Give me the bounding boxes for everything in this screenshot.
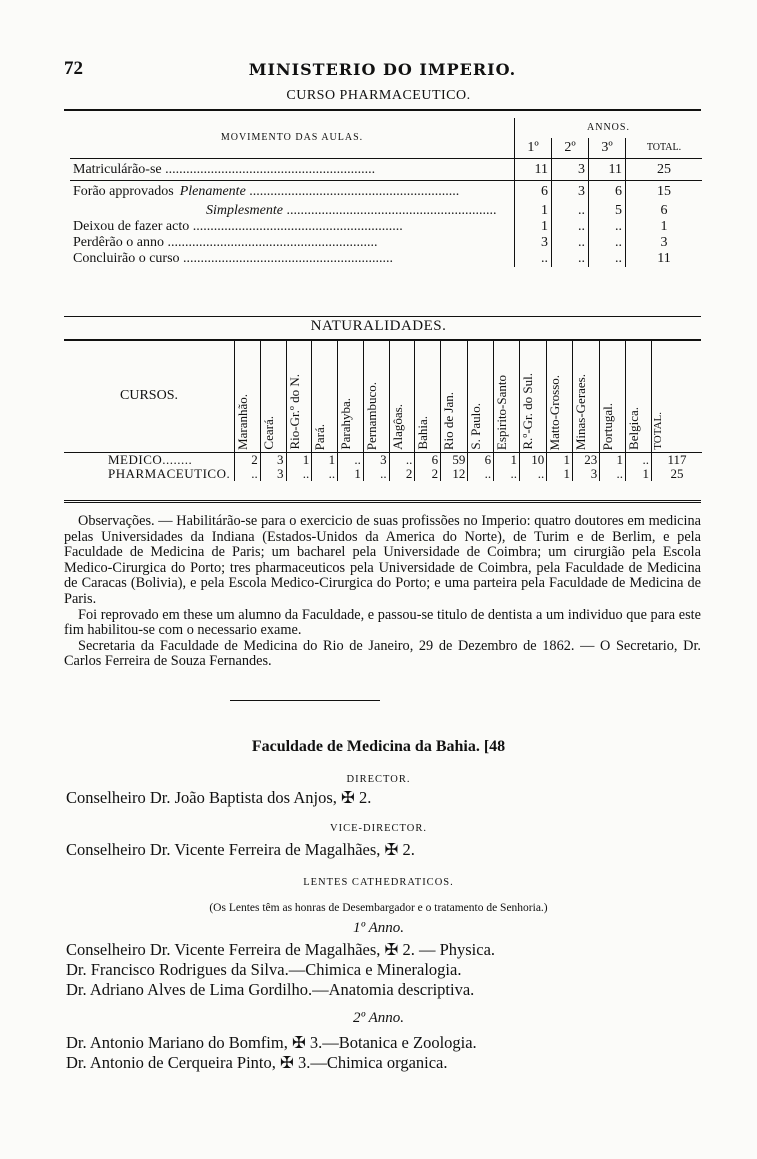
column-header-cell — [235, 340, 261, 453]
table-row — [64, 453, 702, 468]
column-header-cell — [363, 340, 389, 453]
cell-value: .. — [589, 219, 626, 235]
cell-value: 3 — [260, 453, 286, 468]
table-heading: MOVIMENTO DAS AULAS. — [220, 132, 364, 143]
cell-value: 6 — [589, 181, 626, 203]
cell-value: 3 — [626, 235, 703, 251]
cell-value: 3 — [260, 467, 286, 481]
cell-value: .. — [552, 235, 589, 251]
observation-paragraph: Secretaria da Faculdade de Medicina do Rio de Janeiro, 29 de Dezembro de 1862. — O Secretario, Dr. Carlos Ferreira de Souza Fernandes. — [64, 637, 701, 670]
cell-value: .. — [363, 467, 389, 481]
group-heading: ANNOS. — [515, 118, 703, 138]
cell-value: 2 — [235, 453, 261, 468]
row-label-text: Concluirão o curso — [73, 250, 180, 266]
row-label: MEDICO........ — [108, 452, 193, 467]
observation-paragraph: Foi reprovado em these um alumno da Faculdade, e passou-se titulo de dentista a um individuo que para este fim habilitou-se com o necessario exame. — [64, 606, 701, 639]
cell-value: .. — [338, 453, 364, 468]
divider — [64, 109, 701, 111]
running-title: MINISTERIO DO IMPERIO. — [248, 60, 517, 79]
cell-value: 3 — [515, 235, 552, 251]
column-header: Matto-Grosso. — [547, 374, 563, 450]
cell-value: .. — [552, 219, 589, 235]
director-label: DIRECTOR. — [346, 774, 411, 785]
column-header: 3º — [589, 138, 626, 159]
cell-value: 10 — [519, 453, 546, 468]
table-row — [70, 203, 702, 219]
cell-value: .. — [235, 467, 261, 481]
column-header-cell — [286, 340, 312, 453]
cell-value: 23 — [572, 453, 599, 468]
column-header-cell — [389, 340, 415, 453]
column-header: 2º — [552, 138, 589, 159]
row-label-text: Forão approvados — [73, 183, 174, 199]
column-header: Espirito-Santo — [494, 374, 510, 450]
cell-value: .. — [286, 467, 312, 481]
naturalidades-table — [64, 340, 702, 481]
row-label: Deixou de fazer acto ............................................................ — [73, 218, 403, 234]
column-header-cell — [572, 340, 599, 453]
cell-value: 11 — [589, 159, 626, 181]
table-row — [70, 251, 702, 267]
cell-value: 15 — [626, 181, 703, 203]
divider — [64, 500, 701, 503]
cell-value: 6 — [415, 453, 441, 468]
naturalidades-heading: NATURALIDADES. — [310, 318, 447, 334]
cell-value: .. — [515, 251, 552, 267]
column-header: Bahia. — [415, 416, 431, 450]
cell-value: 11 — [626, 251, 703, 267]
column-header-cell — [260, 340, 286, 453]
column-header: Rio-Gr.º do N. — [286, 374, 302, 450]
cell-value: .. — [552, 251, 589, 267]
column-header-cell — [519, 340, 546, 453]
column-header-cell — [338, 340, 364, 453]
row-label-text: Deixou de fazer acto — [73, 218, 190, 234]
cell-value: .. — [589, 251, 626, 267]
row-label: Perdêrão o anno ............................................................ — [73, 234, 378, 250]
vice-director: Conselheiro Dr. Vicente Ferreira de Magalhães, ✠ 2. — [66, 840, 415, 859]
cell-value: 2 — [389, 467, 415, 481]
column-header: TOTAL. — [626, 138, 703, 159]
column-header-cell — [652, 340, 703, 453]
cell-value: 1 — [600, 453, 626, 468]
director: Conselheiro Dr. João Baptista dos Anjos, ✠ 2. — [66, 788, 372, 807]
observation-paragraph: Observações. — Habilitárão-se para o exercicio de suas profissões no Imperio: quatro doutores em medicina pelas Universidades da Indiana (Estados-Unidos da America do Norte), de Turim e de Berlim, e pela Faculdade de Medicina de Paris; um bacharel pela Universidade de Coimbra; um cirurgião pela Escola Medico-Cirurgica do Porto; tres pharmaceuticos pela Universidade de Coimbra, pela Faculdade de Medicina de Caracas (Bolivia), e pela Escola Medico-Cirurgica do Porto; e uma parteira pela Faculdade de Medicina de Paris. — [64, 513, 701, 607]
cell-value: .. — [600, 467, 626, 481]
section-subtitle: CURSO PHARMACEUTICO. — [286, 88, 471, 103]
professor-line: Conselheiro Dr. Vicente Ferreira de Magalhães, ✠ 2. — Physica. — [66, 940, 496, 959]
cell-value: 3 — [572, 467, 599, 481]
cell-value: 1 — [338, 467, 364, 481]
cell-value: 6 — [515, 181, 552, 203]
column-header: Pernambuco. — [363, 381, 379, 450]
column-header: Maranhão. — [235, 394, 250, 450]
table-row — [70, 181, 702, 203]
row-label-text: Perdêrão o anno — [73, 234, 164, 250]
professor-line: Dr. Francisco Rodrigues da Silva.—Chimica e Mineralogia. — [66, 960, 462, 979]
table-row — [64, 467, 702, 481]
cell-value: 1 — [515, 203, 552, 219]
column-header: Parahyba. — [338, 398, 354, 450]
cell-value: 6 — [626, 203, 703, 219]
row-sublabel: Plenamente — [179, 183, 246, 199]
column-header-cell — [312, 340, 338, 453]
table-row — [70, 219, 702, 235]
cell-value: 59 — [441, 453, 468, 468]
cell-value: 25 — [626, 159, 703, 181]
row-label: PHARMACEUTICO. — [108, 466, 231, 481]
cell-value: 1 — [626, 467, 652, 481]
cell-value: 5 — [589, 203, 626, 219]
row-label-text: Matriculárão-se — [73, 161, 162, 177]
column-header-cell — [626, 340, 652, 453]
row-label: Concluirão o curso ............................................................ — [73, 250, 394, 266]
column-header: Rio de Jan. — [441, 391, 457, 450]
year1-heading: 1º Anno. — [352, 920, 405, 936]
cell-value: 2 — [415, 467, 441, 481]
cell-value: 1 — [547, 453, 573, 468]
cell-value: .. — [519, 467, 546, 481]
cell-value: 1 — [626, 219, 703, 235]
divider — [230, 700, 380, 701]
row-label: Forão approvados Plenamente ............................................................ — [73, 183, 460, 199]
column-header-cell — [600, 340, 626, 453]
column-header-cell — [494, 340, 520, 453]
row-header: CURSOS. — [120, 388, 178, 403]
lentes-note: (Os Lentes têm as honras de Desembargador e o tratamento de Senhoria.) — [209, 902, 548, 914]
cell-value: .. — [312, 467, 338, 481]
professor-line: Dr. Antonio de Cerqueira Pinto, ✠ 3.—Chimica organica. — [66, 1053, 448, 1072]
cell-value: 1 — [286, 453, 312, 468]
professor-line: Dr. Adriano Alves de Lima Gordilho.—Anatomia descriptiva. — [66, 980, 475, 999]
cell-value: 3 — [552, 159, 589, 181]
lentes-label: LENTES CATHEDRATICOS. — [303, 877, 454, 888]
column-header-cell — [547, 340, 573, 453]
year2-heading: 2º Anno. — [352, 1010, 405, 1026]
column-header: Minas-Geraes. — [572, 373, 588, 450]
column-header: Alagôas. — [389, 404, 405, 450]
column-header-cell — [441, 340, 468, 453]
cell-value: .. — [626, 453, 652, 468]
column-header-cell — [468, 340, 494, 453]
cell-value: 6 — [468, 453, 494, 468]
movimento-table — [70, 118, 702, 267]
column-header: TOTAL. — [652, 412, 664, 450]
column-header: S. Paulo. — [468, 403, 484, 450]
cell-value: 3 — [363, 453, 389, 468]
page-number: 72 — [64, 58, 83, 79]
cell-value: 117 — [652, 453, 703, 468]
table-row — [70, 235, 702, 251]
divider — [64, 316, 701, 317]
cell-value: .. — [589, 235, 626, 251]
row-label: Matriculárão-se ............................................................ — [73, 161, 376, 177]
professor-line: Dr. Antonio Mariano do Bomfim, ✠ 3.—Botanica e Zoologia. — [66, 1033, 477, 1052]
column-header: Pará. — [312, 423, 328, 450]
cell-value: 1 — [312, 453, 338, 468]
column-header: R.º-Gr. do Sul. — [519, 373, 535, 450]
cell-value: .. — [389, 453, 415, 468]
column-header: Belgica. — [626, 407, 642, 450]
row-sublabel: Simplesmente — [206, 202, 283, 218]
vice-label: VICE-DIRECTOR. — [330, 823, 427, 834]
cell-value: .. — [468, 467, 494, 481]
cell-value: 1 — [515, 219, 552, 235]
cell-value: .. — [494, 467, 520, 481]
row-label: Simplesmente ............................................................ — [206, 202, 497, 218]
observations — [64, 514, 701, 670]
column-header: 1º — [515, 138, 552, 159]
cell-value: 12 — [441, 467, 468, 481]
column-header: Ceará. — [260, 416, 276, 450]
cell-value: 3 — [552, 181, 589, 203]
cell-value: 11 — [515, 159, 552, 181]
column-header-cell — [415, 340, 441, 453]
cell-value: 1 — [494, 453, 520, 468]
cell-value: .. — [552, 203, 589, 219]
cell-value: 1 — [547, 467, 573, 481]
column-header: Portugal. — [600, 402, 616, 450]
table-row — [70, 159, 702, 181]
bahia-title: Faculdade de Medicina da Bahia. [48 — [251, 738, 506, 755]
cell-value: 25 — [652, 467, 703, 481]
